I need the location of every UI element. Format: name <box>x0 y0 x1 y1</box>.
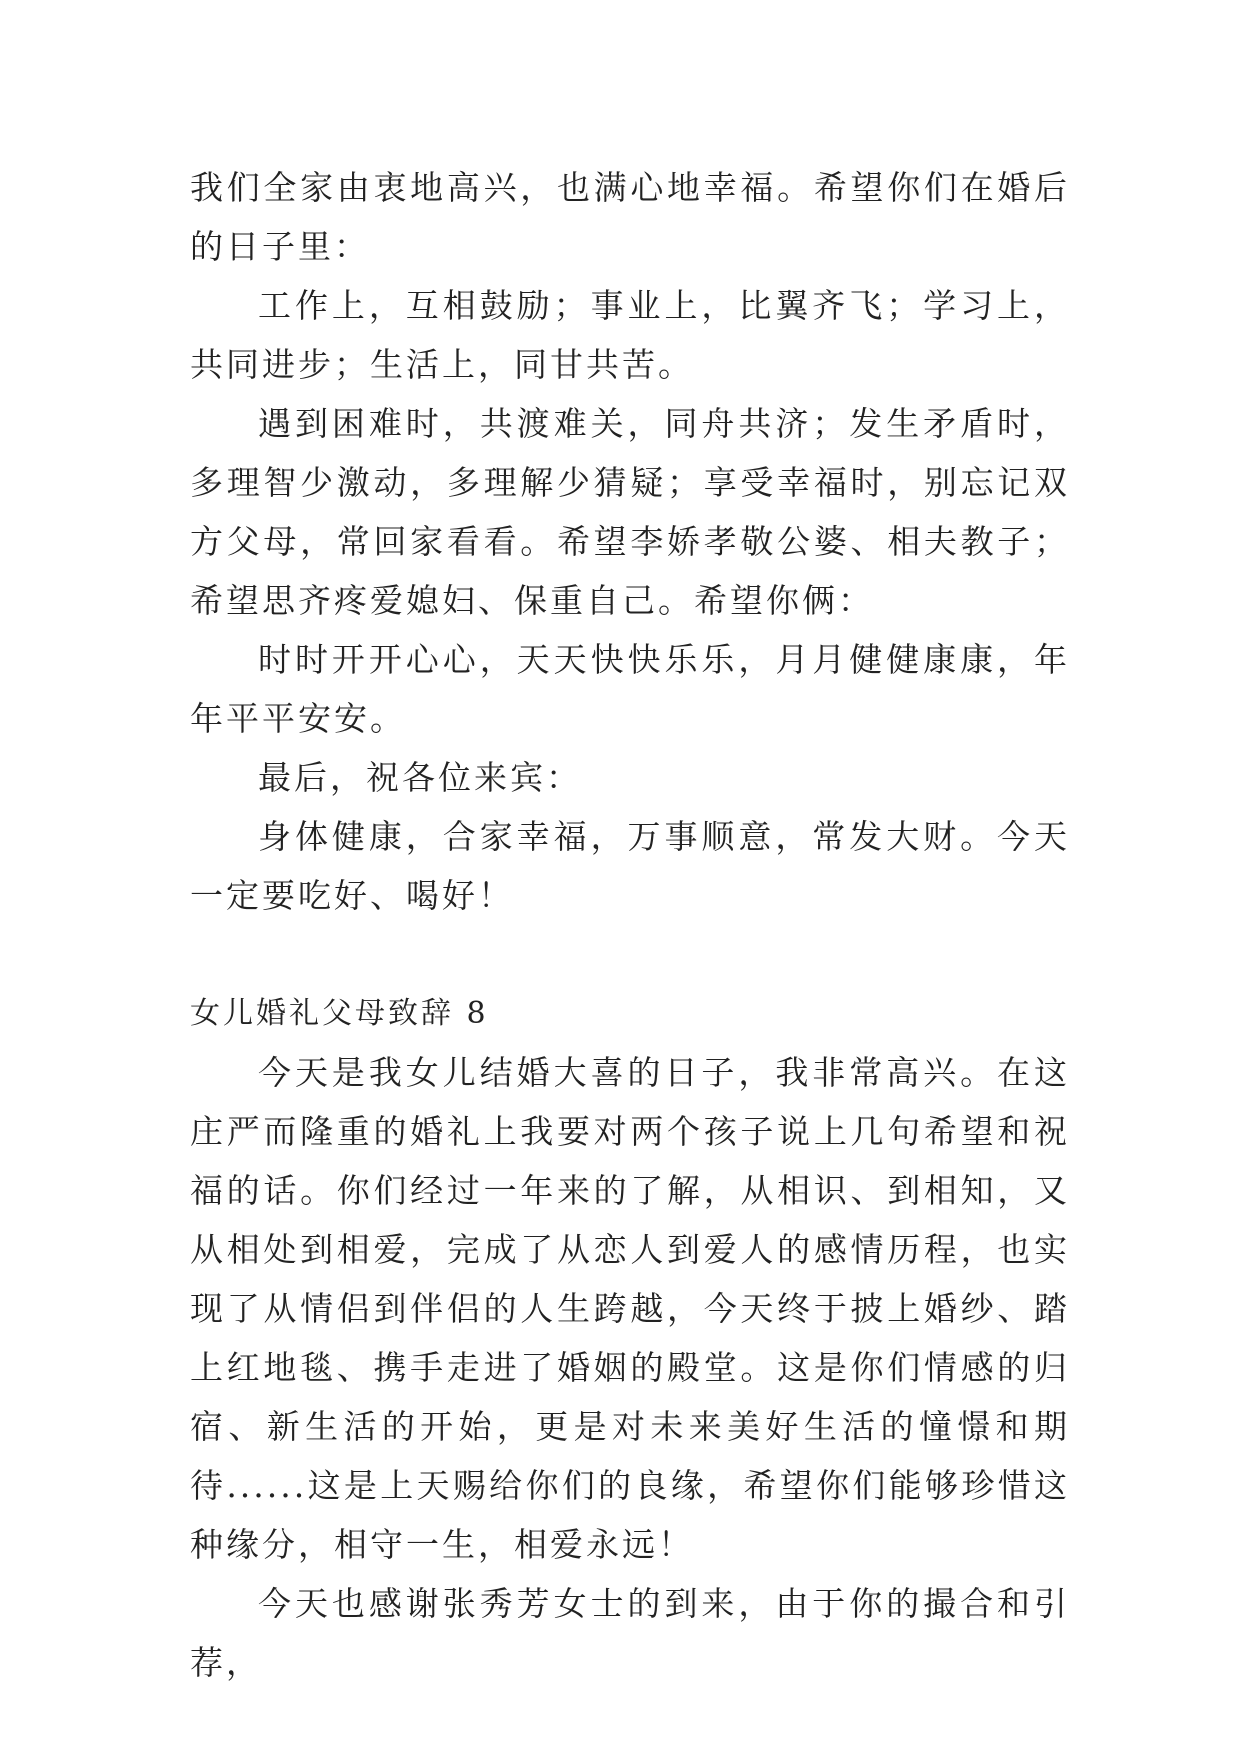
paragraph-guests-intro: 最后，祝各位来宾： <box>258 758 582 797</box>
paragraph-work-study-wishes: 工作上，互相鼓励；事业上，比翼齐飞；学习上，共同进步；生活上，同甘共苦。 <box>190 286 1070 384</box>
section-heading: 女儿婚礼父母致辞 8 <box>190 996 489 1031</box>
document-body <box>190 158 1070 1692</box>
paragraph-daily-blessings: 时时开开心心，天天快快乐乐，月月健健康康，年年平平安安。 <box>190 640 1070 738</box>
section-spacer <box>190 925 1070 984</box>
paragraph-wedding-speech: 今天是我女儿结婚大喜的日子，我非常高兴。在这庄严而隆重的婚礼上我要对两个孩子说上几句希望和祝福的话。你们经过一年来的了解，从相识、到相知，又从相处到相爱，完成了从恋人到爱人的感情历程，也实现了从情侣到伴侣的人生跨越，今天终于披上婚纱、踏上红地毯、携手走进了婚姻的殿堂。这是你们情感的归宿、新生活的开始，更是对未来美好生活的憧憬和期待......这是上天赐给你们的良缘，希望你们能够珍惜这种缘分，相守一生，相爱永远！ <box>190 1053 1070 1564</box>
paragraph-guests-blessings: 身体健康，合家幸福，万事顺意，常发大财。今天一定要吃好、喝好！ <box>190 817 1070 915</box>
paragraph-hardship-advice: 遇到困难时，共渡难关，同舟共济；发生矛盾时，多理智少激动，多理解少猜疑；享受幸福时，别忘记双方父母，常回家看看。希望李娇孝敬公婆、相夫教子；希望思齐疼爱媳妇、保重自己。希望你俩： <box>190 404 1070 620</box>
paragraph-thanks-matchmaker: 今天也感谢张秀芳女士的到来，由于你的撮合和引荐， <box>190 1584 1070 1682</box>
paragraph-family-happiness: 我们全家由衷地高兴，也满心地幸福。希望你们在婚后的日子里： <box>190 168 1070 266</box>
